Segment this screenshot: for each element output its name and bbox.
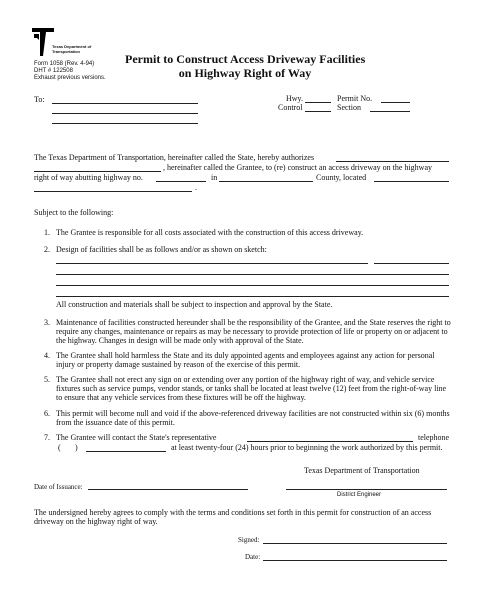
form-title-line1: Permit to Construct Access Driveway Facilities [125, 52, 366, 66]
permit-no-label: Permit No. [337, 94, 373, 103]
design-line-4[interactable] [56, 296, 449, 297]
to-label: To: [34, 95, 45, 104]
representative-field[interactable] [247, 441, 413, 442]
intro-line3b: in [211, 173, 218, 182]
control-label: Control [278, 103, 303, 112]
inspection-note: All construction and materials shall be subject to inspection and approval by the State. [56, 300, 333, 309]
location-field-1[interactable] [374, 181, 449, 182]
to-city-field[interactable] [52, 123, 198, 124]
permit-no-field[interactable] [381, 102, 410, 103]
hwy-label: Hwy. [286, 94, 304, 103]
item-1-text: The Grantee is responsible for all costs associated with the construction of this access driveway. [56, 228, 364, 237]
item-7-text-c: at least twenty-four (24) hours prior to beginning the work authorized by this permit. [171, 443, 443, 452]
design-line-1[interactable] [56, 263, 368, 264]
design-line-2[interactable] [56, 274, 449, 275]
item-7-text-a: The Grantee will contact the State's representative [56, 433, 217, 442]
signed-field[interactable] [263, 543, 447, 544]
item-4-text: The Grantee shall hold harmless the State and its duly appointed agents and employees against any action for personal injury or property damage sustained by reason of the exercise of this permit. [56, 351, 435, 369]
item-4-number: 4. [44, 351, 50, 360]
design-line-1b[interactable] [374, 263, 449, 264]
date-of-issuance-label: Date of Issuance: [34, 483, 83, 491]
item-6-number: 6. [44, 409, 50, 418]
phone-paren-close: ) [75, 443, 78, 452]
intro-line4: . [195, 183, 197, 192]
item-3-number: 3. [44, 318, 50, 327]
form-number: Form 1058 (Rev. 4-94) [34, 61, 95, 67]
signed-label: Signed: [238, 536, 260, 544]
logo-text: Texas Department of Transportation [52, 44, 92, 54]
section-field[interactable] [370, 111, 410, 112]
grantor-name-field[interactable] [336, 161, 449, 162]
subject-to-label: Subject to the following: [34, 208, 114, 217]
grantee-name-field[interactable] [34, 171, 161, 172]
district-engineer-signature-field[interactable] [286, 489, 447, 490]
control-field[interactable] [305, 111, 331, 112]
hwy-field[interactable] [305, 102, 331, 103]
date-field[interactable] [263, 560, 447, 561]
exhaust-note: Exhaust previous versions. [34, 75, 106, 81]
item-6-text: This permit will become null and void if the above-referenced driveway facilities are not constructed within six (6) months from the issuance date of this permit. [56, 409, 450, 427]
phone-paren-open: ( [58, 443, 61, 452]
item-5-number: 5. [44, 375, 50, 384]
to-address-field[interactable] [52, 113, 198, 114]
agreement-text: The undersigned hereby agrees to comply with the terms and conditions set forth in this permit for construction of an access driveway on the highway right of way. [34, 508, 432, 526]
item-7-number: 7. [44, 433, 50, 442]
form-title-line2: on Highway Right of Way [178, 66, 312, 80]
highway-no-field[interactable] [156, 181, 206, 182]
date-of-issuance-field[interactable] [88, 489, 248, 490]
intro-line2: , hereinafter called the Grantee, to (re) construct an access driveway on the highway [163, 163, 432, 172]
item-1-number: 1. [44, 228, 50, 237]
item-7-telephone: telephone [418, 433, 450, 442]
item-5-text: The Grantee shall not erect any sign on or extending over any portion of the highway right of way, and vehicle service fixtures such as service pumps, vendor stands, or tanks shall be located at least twelve (12) feet from the right-of-way line to ensure that any vehicle services from these fixtures will be off the highway. [56, 375, 447, 402]
intro-line1: The Texas Department of Transportation, hereinafter called the State, hereby authorizes [34, 153, 315, 162]
item-2-text: Design of facilities shall be as follows and/or as shown on sketch: [56, 245, 267, 254]
section-label: Section [337, 103, 361, 112]
texas-dot-logo-icon [32, 28, 54, 56]
to-name-field[interactable] [52, 103, 198, 104]
location-field-2[interactable] [34, 191, 192, 192]
district-engineer-label: District Engineer [337, 492, 382, 498]
item-3-text: Maintenance of facilities constructed hereunder shall be the responsibility of the Grantee, and the State reserves the right to require any changes, maintenance or repairs as may be necessary to provide protection of life or property on or adjacent to the highway. Changes in design will be made only with approval of the State. [56, 318, 451, 345]
dept-signature-label: Texas Department of Transportation [304, 466, 420, 475]
item-2-number: 2. [44, 245, 50, 254]
county-field[interactable] [219, 181, 313, 182]
phone-field[interactable] [86, 451, 166, 452]
intro-line3c: County, located [316, 173, 367, 182]
intro-line3a: right of way abutting highway no. [34, 173, 143, 182]
design-line-3[interactable] [56, 285, 449, 286]
date-label: Date: [245, 553, 261, 561]
dht-number: DHT # 122508 [34, 68, 73, 74]
